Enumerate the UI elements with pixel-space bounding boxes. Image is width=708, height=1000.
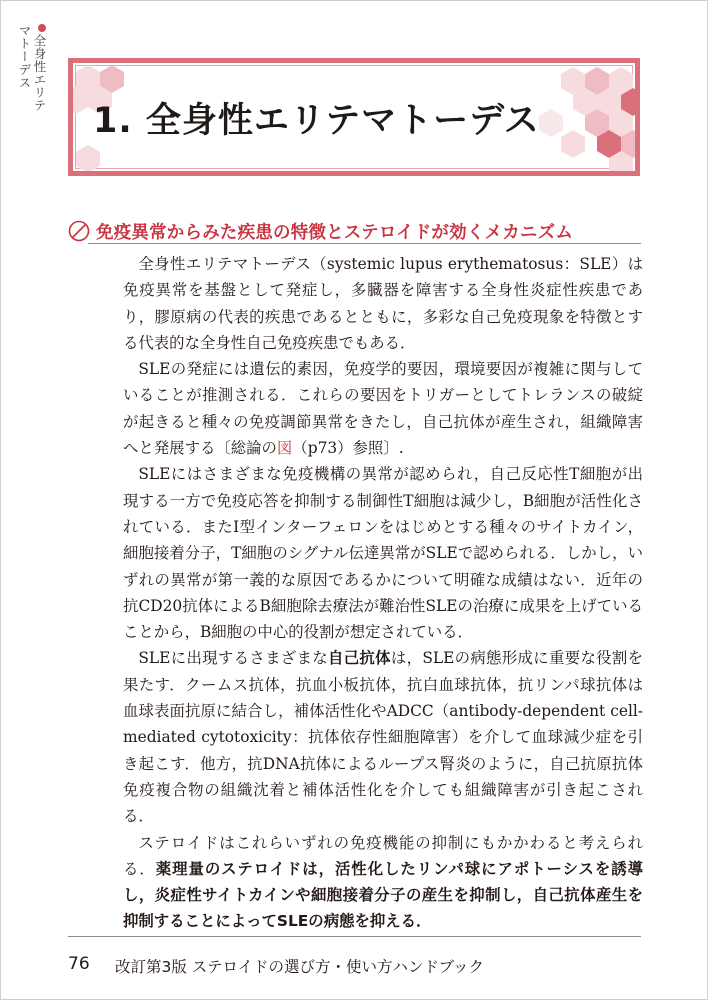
paragraph-4-text-b: は，SLEの病態形成に重要な役割を果たす．クームス抗体，抗血小板抗体，抗白血球抗体，抗リンパ球抗体は血球表面抗原に結合し，補体活性化やADCC（antibody-dependent cell-mediated cytotoxicity：抗体依存性細胞障害）を介して血球減少症を引き起こす．他方，抗DNA抗体によるループス腎炎のように，自己抗原抗体免疫複合物の組織沈着と補体活性化を介しても組織障害が引き起こされる． xyxy=(123,649,644,826)
chapter-title: 1. 全身性エリテマトーデス xyxy=(93,101,540,141)
section-title: 免疫異常からみた疾患の特徴とステロイドが効くメカニズム xyxy=(96,223,574,243)
footer-rule xyxy=(68,936,641,937)
autoantibody-term: 自己抗体 xyxy=(327,649,391,668)
paragraph-2-text-a: SLEの発症には遺伝的素因，免疫学的要因，環境要因が複雑に関与していることが推測される．これらの要因をトリガーとしてトレランスの破綻が起きると種々の免疫調節異常をきたし，自己抗体が産生され，組織障害へと発展する〔総論の xyxy=(123,360,643,458)
paragraph-2-text-b: （p73）参照〕. xyxy=(292,439,404,458)
paragraph-4-text-a: SLEに出現するさまざまな xyxy=(138,649,328,668)
paragraph-5 xyxy=(123,830,643,935)
page-number: 76 xyxy=(68,954,90,974)
paragraph-1: 全身性エリテマトーデス（systemic lupus erythematosus：SLE）は免疫異常を基盤として発症し，多臓器を障害する全身性炎症性疾患であり，膠原病の代表的疾患であるとともに，多彩な自己免疫現象を特徴とする代表的な全身性自己免疫疾患でもある． xyxy=(123,255,643,352)
side-tab-line1: 全身性エリテ xyxy=(32,34,47,112)
red-dot-icon xyxy=(38,24,46,32)
pill-icon xyxy=(68,220,90,242)
figure-reference-link[interactable]: 図 xyxy=(276,439,293,458)
section-heading xyxy=(68,218,641,246)
hexagon-cluster-right xyxy=(539,67,635,171)
paragraph-2 xyxy=(123,356,643,461)
paragraph-5-text-a: ステロイドはこれらいずれの免疫機能の抑制にもかかわると考えられる． xyxy=(123,833,643,878)
body-text xyxy=(123,251,643,935)
side-tab xyxy=(16,22,46,117)
book-title: 改訂第3版 ステロイドの選び方・使い方ハンドブック xyxy=(115,958,484,976)
paragraph-4 xyxy=(123,645,643,829)
section-underline xyxy=(88,243,641,244)
paragraph-3: SLEにはさまざまな免疫機構の異常が認められ，自己反応性T細胞が出現する一方で免疫応答を抑制する制御性T細胞は減少し，B細胞が活性化されている．またⅠ型インターフェロンをはじめとする種々のサイトカイン，細胞接着分子，T細胞のシグナル伝達異常がSLEで認められる．しかし，いずれの異常が第一義的な原因であるかについて明確な成績はない．近年の抗CD20抗体によるB細胞除去療法が難治性SLEの治療に成果を上げていることから，B細胞の中心的役割が想定されている． xyxy=(123,465,643,642)
paragraph-5-emphasis: 薬理量のステロイドは，活性化したリンパ球にアポトーシスを誘導し，炎症性サイトカインや細胞接着分子の産生を抑制し，自己抗体産生を抑制することによってSLEの病態を抑える． xyxy=(123,859,643,931)
chapter-title-box xyxy=(68,58,640,176)
side-tab-line2: マトーデス xyxy=(17,24,32,89)
